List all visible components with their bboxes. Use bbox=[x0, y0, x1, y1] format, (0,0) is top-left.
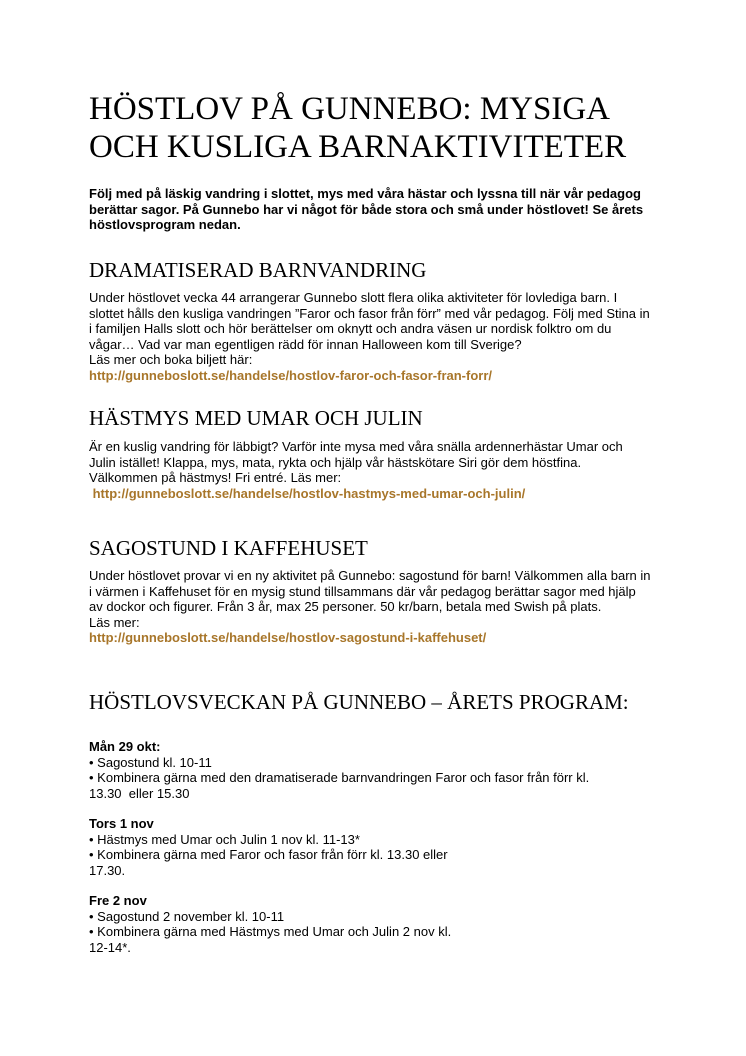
body-line: Under höstlovet provar vi en ny aktivitet på Gunnebo: sagostund för barn! Välkommen alla barn in bbox=[89, 568, 651, 583]
program-item: • Sagostund kl. 10-11 bbox=[89, 754, 212, 770]
body-line: i familjen Halls slott och hör berättelser om oknytt och andra väsen ur nordisk folktro om du bbox=[89, 321, 612, 336]
program-day-label: Mån 29 okt: bbox=[89, 739, 161, 754]
section-body-barnvandring bbox=[89, 290, 650, 383]
link-hastmys[interactable]: http://gunneboslott.se/handelse/hostlov-hastmys-med-umar-och-julin/ bbox=[89, 485, 526, 501]
section-heading-barnvandring: DRAMATISERAD BARNVANDRING bbox=[89, 258, 427, 282]
section-body-sagostund bbox=[89, 568, 650, 646]
section-body-hastmys bbox=[89, 439, 623, 501]
intro-line: höstlovsprogram nedan. bbox=[89, 217, 241, 232]
program-item: • Kombinera gärna med Hästmys med Umar och Julin 2 nov kl. bbox=[89, 924, 452, 939]
body-line: vågar… Vad var man egentligen rädd för innan Halloween kom till Sverige? bbox=[89, 336, 522, 352]
body-line: av dockor och figurer. Från 3 år, max 25 personer. 50 kr/barn, betala med Swish på plats. bbox=[89, 599, 602, 614]
body-line: Läs mer: bbox=[89, 614, 140, 630]
link-barnvandring[interactable]: http://gunneboslott.se/handelse/hostlov-faror-och-fasor-fran-forr/ bbox=[89, 367, 493, 383]
body-line: Välkommen på hästmys! Fri entré. Läs mer: bbox=[89, 470, 342, 485]
program-item: • Sagostund 2 november kl. 10-11 bbox=[89, 908, 285, 924]
program-day-tors bbox=[89, 816, 448, 878]
section-heading-hastmys: HÄSTMYS MED UMAR OCH JULIN bbox=[89, 406, 423, 430]
body-line: i värmen i Kaffehuset för en mysig stund tillsammans där vår pedagog berättar sagor med hjälp bbox=[89, 583, 636, 599]
title-line: OCH KUSLIGA BARNAKTIVITETER bbox=[89, 129, 627, 165]
program-item: 12-14*. bbox=[89, 939, 131, 955]
program-item: • Hästmys med Umar och Julin 1 nov kl. 11-13* bbox=[89, 831, 360, 847]
program-heading: HÖSTLOVSVECKAN PÅ GUNNEBO – ÅRETS PROGRAM: bbox=[89, 690, 629, 714]
body-line: Läs mer och boka biljett här: bbox=[89, 352, 253, 367]
body-line: Under höstlovet vecka 44 arrangerar Gunnebo slott flera olika aktiviteter för lovlediga barn. I bbox=[89, 290, 618, 305]
intro-line: berättar sagor. På Gunnebo har vi något för både stora och små under höstlovet! Se årets bbox=[89, 201, 644, 217]
title-line: HÖSTLOV PÅ GUNNEBO: MYSIGA bbox=[89, 91, 611, 127]
section-heading-sagostund: SAGOSTUND I KAFFEHUSET bbox=[89, 536, 368, 560]
program-item: • Kombinera gärna med den dramatiserade barnvandringen Faror och fasor från förr kl. bbox=[89, 770, 590, 785]
body-line: slottet hålls den kusliga vandringen ”Faror och fasor från förr” med vår pedagog. Följ med Stina in bbox=[89, 305, 650, 321]
intro-line: Följ med på läskig vandring i slottet, mys med våra hästar och lyssna till när vår pedagog bbox=[89, 186, 641, 201]
body-line: Julin istället! Klappa, mys, mata, rykta och hjälp vår hästskötare Siri gör dem höstfina. bbox=[89, 454, 582, 470]
program-day-label: Fre 2 nov bbox=[89, 893, 147, 908]
program-day-fre bbox=[89, 893, 451, 955]
body-line: Är en kuslig vandring för läbbigt? Varför inte mysa med våra snälla ardennerhästar Umar och bbox=[89, 439, 623, 454]
program-day-label: Tors 1 nov bbox=[89, 816, 154, 831]
program-item: 17.30. bbox=[89, 862, 126, 878]
intro-paragraph bbox=[89, 186, 643, 233]
link-sagostund[interactable]: http://gunneboslott.se/handelse/hostlov-sagostund-i-kaffehuset/ bbox=[89, 630, 487, 645]
page-title bbox=[89, 90, 626, 166]
program-item: • Kombinera gärna med Faror och fasor från förr kl. 13.30 eller bbox=[89, 847, 448, 862]
program-item: 13.30 eller 15.30 bbox=[89, 785, 190, 801]
program-day-mon bbox=[89, 739, 589, 801]
